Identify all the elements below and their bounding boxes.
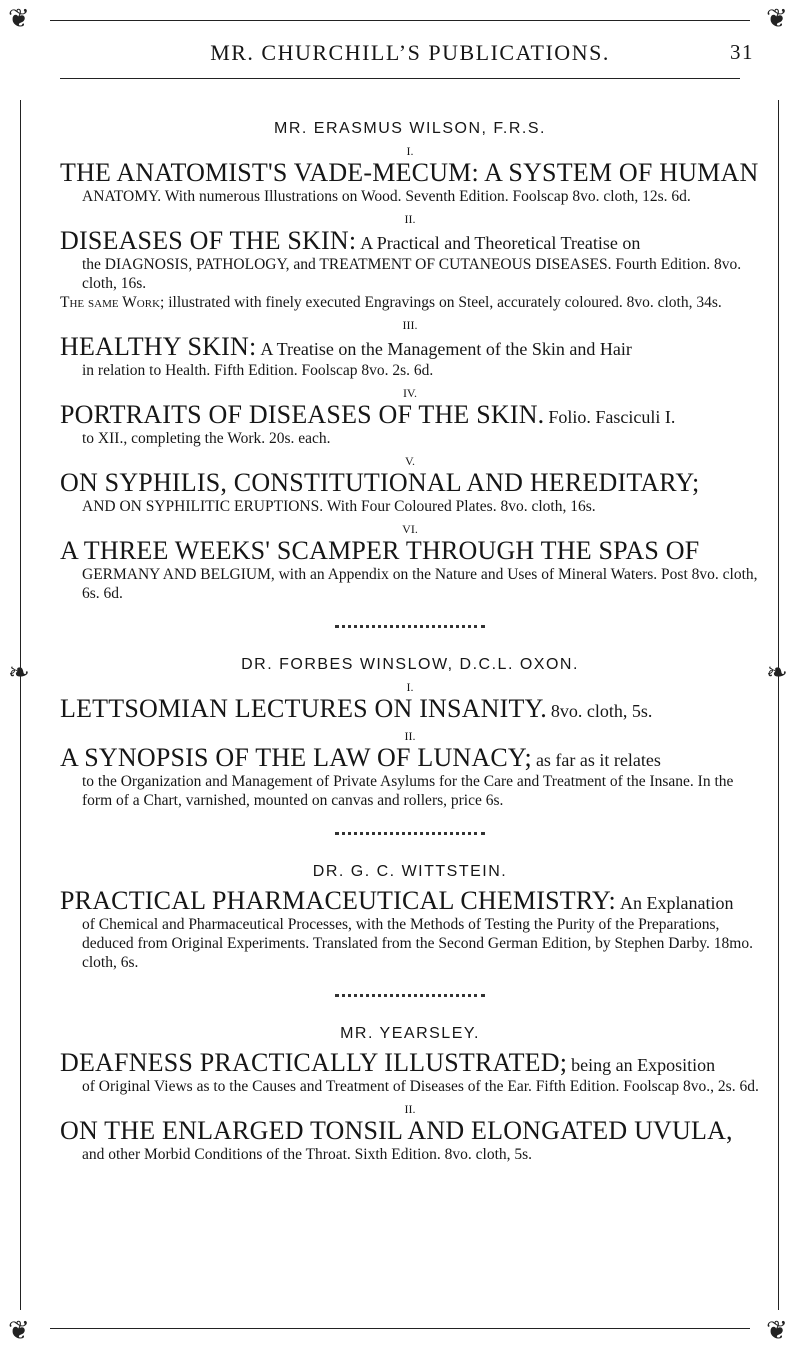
catalogue-entry [60,454,760,516]
author-heading: MR. ERASMUS WILSON, F.R.S. [274,120,546,137]
entry-title: HEALTHY SKIN: [60,332,257,361]
entry-title-tail: An Explanation [619,893,734,913]
catalogue-content [60,120,760,1170]
side-ornament-icon: ❧ [766,658,788,687]
entry-description: the DIAGNOSIS, PATHOLOGY, and TREATMENT OF CUTANEOUS DISEASES. Fourth Edition. 8vo. cloth, 16s. [82,256,742,292]
catalogue-entry [60,522,760,603]
entry-numeral: I. [406,144,414,158]
side-ornament-icon: ❧ [8,658,30,687]
author-heading: DR. FORBES WINSLOW, D.C.L. OXON. [241,656,579,673]
entry-title-tail: A Treatise on the Management of the Skin and Hair [260,339,632,359]
entry-title: PORTRAITS OF DISEASES OF THE SKIN. [60,400,545,429]
entry-numeral: I. [406,680,414,694]
entry-description: AND ON SYPHILITIC ERUPTIONS. With Four Coloured Plates. 8vo. cloth, 16s. [82,498,596,515]
entry-title-tail: A Practical and Theoretical Treatise on [360,233,641,253]
entry-description: to XII., completing the Work. 20s. each. [82,430,331,447]
entry-title-tail: as far as it relates [535,750,661,770]
running-title: MR. CHURCHILL’S PUBLICATIONS. [210,40,610,65]
catalogue-entry [60,1102,760,1164]
entry-description: of Original Views as to the Causes and Treatment of Diseases of the Ear. Fifth Edition. Foolscap 8vo., 2s. 6d. [82,1078,759,1095]
entry-supplement [60,293,760,312]
corner-ornament-icon: ❦ [8,1316,30,1345]
author-heading: MR. YEARSLEY. [340,1025,480,1042]
entry-numeral: II. [404,212,416,226]
top-border-rule [50,20,750,21]
entry-title: DEAFNESS PRACTICALLY ILLUSTRATED; [60,1048,568,1077]
entry-description: GERMANY AND BELGIUM, with an Appendix on the Nature and Uses of Mineral Waters. Post 8vo. cloth, 6s. 6d. [82,566,758,602]
corner-ornament-icon: ❦ [8,4,30,33]
entry-title: A THREE WEEKS' SCAMPER THROUGH THE SPAS OF [60,536,700,565]
section-divider [335,832,485,841]
entry-supplement-text: illustrated with finely executed Engravings on Steel, accurately coloured. 8vo. cloth, 34s. [168,294,722,311]
entry-title: A SYNOPSIS OF THE LAW OF LUNACY; [60,743,532,772]
entry-title-tail: Folio. Fasciculi I. [548,407,676,427]
catalogue-entry [60,318,760,380]
catalogue-entry [60,1049,760,1096]
running-head [60,40,760,66]
section-divider [335,994,485,1003]
catalogue-entry [60,729,760,810]
sub-header-rule [60,78,740,79]
catalogue-entry [60,680,760,723]
entry-numeral: II. [404,1102,416,1116]
entry-title: ON THE ENLARGED TONSIL AND ELONGATED UVULA, [60,1116,733,1145]
left-border-rule [20,100,21,1310]
entry-numeral: VI. [402,522,418,536]
catalogue-entry [60,887,760,972]
entry-title: DISEASES OF THE SKIN: [60,226,357,255]
entry-description: to the Organization and Management of Private Asylums for the Care and Treatment of the Insane. In the form of a Chart, varnished, mounted on canvas and rollers, price 6s. [82,773,734,809]
entry-title-tail: being an Exposition [571,1055,716,1075]
entry-title: ON SYPHILIS, CONSTITUTIONAL AND HEREDITARY; [60,468,700,497]
catalogue-entry [60,212,760,312]
entry-description: in relation to Health. Fifth Edition. Foolscap 8vo. 2s. 6d. [82,362,434,379]
corner-ornament-icon: ❦ [766,4,788,33]
corner-ornament-icon: ❦ [766,1316,788,1345]
entry-description: and other Morbid Conditions of the Throat. Sixth Edition. 8vo. cloth, 5s. [82,1146,533,1163]
entry-title: PRACTICAL PHARMACEUTICAL CHEMISTRY: [60,886,616,915]
right-border-rule [778,100,779,1310]
catalogue-entry [60,386,760,448]
bottom-border-rule [50,1328,750,1329]
entry-title: LETTSOMIAN LECTURES ON INSANITY. [60,694,547,723]
page-number: 31 [730,40,754,64]
entry-supplement-lead: The same Work; [60,294,165,311]
entry-title: THE ANATOMIST'S VADE-MECUM: A SYSTEM OF HUMAN [60,158,759,187]
entry-description: of Chemical and Pharmaceutical Processes, with the Methods of Testing the Purity of the Preparations, deduced from Original Experiments. Translated from the Second German Edition, by Stephen Darby. 18mo. cloth, 6s. [82,916,753,971]
entry-title-tail: 8vo. cloth, 5s. [550,701,653,721]
entry-numeral: V. [404,454,416,468]
entry-description: ANATOMY. With numerous Illustrations on Wood. Seventh Edition. Foolscap 8vo. cloth, 12s. 6d. [82,188,691,205]
entry-numeral: IV. [402,386,418,400]
catalogue-entry [60,144,760,206]
entry-numeral: II. [404,729,416,743]
author-heading: DR. G. C. WITTSTEIN. [312,863,508,880]
section-divider [335,625,485,634]
entry-numeral: III. [402,318,418,332]
